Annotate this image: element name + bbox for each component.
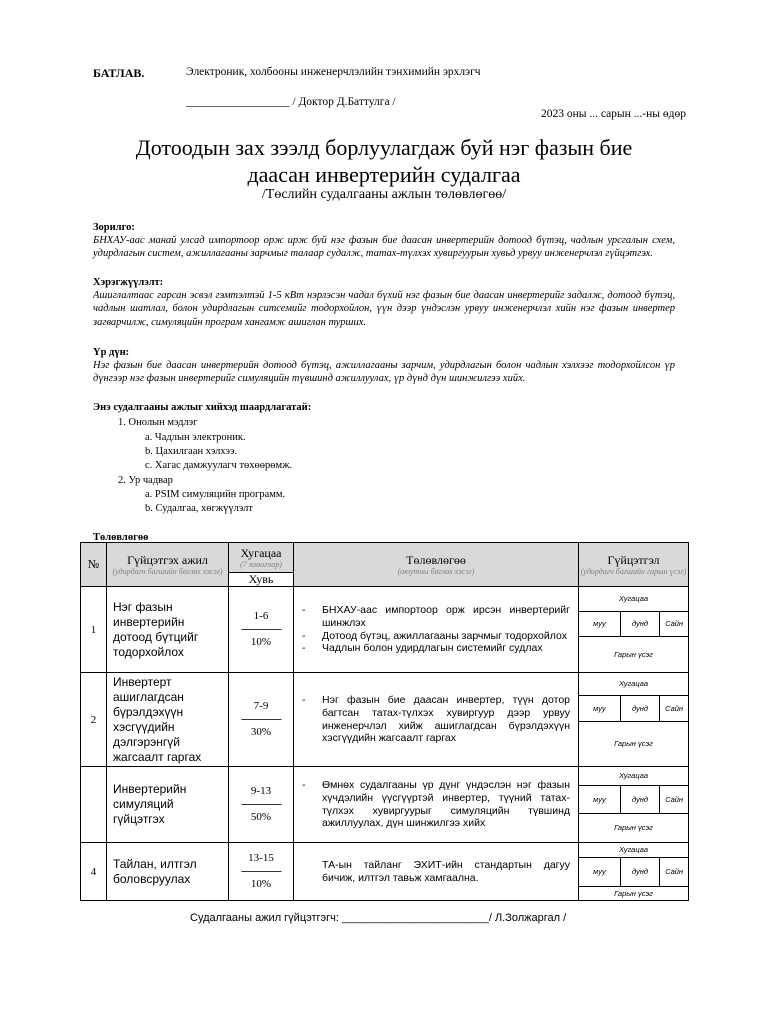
requirement-1b: b. Цахилгаан хэлхээ. [145,446,238,457]
plan-table [80,542,689,901]
requirement-2a: a. PSIM симуляцийн программ. [145,489,286,500]
plan-header-row [81,543,689,573]
row-plan [294,587,579,673]
row-plan [294,673,579,767]
exec-sign-label: Гарын үсэг [614,739,653,749]
plan-item: - Өмнөх судалгааны үр дүнг үндэслэн нэг фазын хүчдэлийн үүсгүүртэй инвертер, түүний татах-түлхэх хувиргуурыг симуляцийн түвшинд ажиллуулах, дүн шинжилгээ хийх [322,779,570,829]
row-duration [229,587,294,673]
plan-item: - Дотоод бүтэц, ажиллагааны зарчмыг тодорхойлох [322,630,570,643]
goal-heading: Зорилго: [93,222,135,233]
row-duration [229,673,294,767]
row-plan [294,767,579,843]
exec-time-label: Хугацаа [579,843,688,857]
row-exec [579,587,689,673]
row-percent: 10% [250,878,272,890]
header-plan [294,543,579,587]
row-weeks: 13-15 [248,852,274,864]
header-task-label: Гүйцэтгэх ажил [127,552,208,567]
row-task: Инвертерт ашиглагдсан бүрэлдэхүүн хэсгүүдийн дэлгэрэнгүй жагсаалт гаргах [107,673,229,767]
exec-mid: дунд [620,611,659,636]
row-exec [579,767,689,843]
requirements-heading: Энэ судалгааны ажлыг хийхэд шаардлагатай: [93,402,312,413]
row-task: Инвертерийн симуляций гүйцэтгэх [107,767,229,843]
header-exec-hint: (удирдагч багшийн гарын үсэг) [580,566,687,576]
row-num: 1 [81,587,107,673]
header-duration-hint: (7 хоногоор) [240,559,282,569]
exec-good: Сайн [660,785,688,813]
title-line-2: даасан инвертерийн судалгаа [247,162,521,187]
row-weeks: 9-13 [250,785,272,797]
exec-less: муу [579,695,620,721]
executor-signature-line: Судалгааны ажил гүйцэтгэгч: ________________________/ Л.Золжаргал / [190,912,567,924]
exec-less: муу [579,611,620,636]
requirement-2: 2. Ур чадвар [118,475,173,486]
row-divider: --------------- [241,865,281,877]
requirement-1c: c. Хагас дамжуулагч төхөөрөмж. [145,460,293,471]
row-num [81,767,107,843]
exec-mid: дунд [620,785,659,813]
row-percent: 10% [250,636,272,648]
exec-time-label: Хугацаа [579,767,688,785]
approver-title: Электроник, холбооны инженерчлэлийн тэнхимийн эрхлэгч [186,66,481,78]
header-share: Хувь [229,573,294,587]
exec-mid: дунд [620,695,659,721]
row-num: 4 [81,843,107,901]
exec-good: Сайн [660,611,688,636]
exec-sign-label: Гарын үсэг [614,823,653,833]
header-task [107,543,229,587]
exec-good: Сайн [660,857,688,886]
exec-less: муу [579,785,620,813]
exec-good: Сайн [660,695,688,721]
result-section [93,346,675,386]
method-text: Ашиглалтаас гарсан эсвэл гэмтэлтэй 1-5 кВт нэрлэсэн чадал бүхий нэг фазын бие даасан инвертерийг задалж, дотоод бүтэц, чадлын шатлал, болон удирдлагын ситсемийг тодорхойлон, үүн дээр үндэслэн урвуу инженерчлэл хийн нэг фазын инвертер загварчилж, симуляцийн програм хангамж ашиглан турших. [93,290,675,328]
exec-less: муу [579,857,620,886]
header-plan-hint: (оюутны бөглөх хэсэг) [397,566,475,576]
header-duration [229,543,294,573]
header-task-hint: (удирдагч багшийн бөглөх хэсэг) [112,566,223,576]
plan-label: Төлөвлөгөө [93,532,149,543]
header-duration-label: Хугацаа [240,545,282,560]
approver-signature-line: __________________ / Доктор Д.Баттулга / [186,96,396,108]
document-subtitle: /Төслийн судалгааны ажлын төлөвлөгөө/ [261,187,507,202]
row-num: 2 [81,673,107,767]
table-row [81,843,689,901]
plan-item: - Чадлын болон удирдлагын системийг судлах [322,642,570,655]
row-task: Тайлан, илтгэл боловсруулах [107,843,229,901]
table-row [81,673,689,767]
approve-label: БАТЛАВ. [93,66,145,80]
row-duration [229,767,294,843]
row-divider: --------------- [241,713,281,725]
result-heading: Үр дүн: [93,347,130,358]
result-text: Нэг фазын бие даасан инвертерийн дотоод бүтэц, ажиллагааны зарчим, удирдлагын болон чадлын хэлхээг тодорхойлсон үр дүнгээр нэг фазын инвертерийг симуляцийн түвшинд ажиллуулах, үр дүнд дүн шинжилгээ хийх. [93,360,675,385]
exec-time-label: Хугацаа [579,587,688,611]
header-exec-label: Гүйцэтгэл [607,552,660,567]
method-section [93,276,675,329]
requirement-1: 1. Онолын мэдлэг [118,417,198,428]
row-plan [294,843,579,901]
table-row [81,767,689,843]
table-row [81,587,689,673]
row-exec [579,843,689,901]
approval-date: 2023 оны ... сарын ...-ны өдөр [540,108,686,120]
exec-sign-label: Гарын үсэг [614,888,653,898]
row-duration [229,843,294,901]
document-title [60,134,708,188]
row-percent: 30% [250,726,272,738]
requirement-2b: b. Судалгаа, хөгжүүлэлт [145,503,253,514]
requirement-1a: a. Чадлын электроник. [145,432,246,443]
method-heading: Хэрэгжүүлэлт: [93,277,164,288]
plan-item: - БНХАУ-аас импортоор орж ирсэн инвертерийг шинжлэх [322,604,570,629]
header-num: № [81,543,107,587]
title-line-1: Дотоодын зах зээлд борлуулагдаж буй нэг фазын бие [135,135,633,160]
row-weeks: 1-6 [253,610,269,622]
goal-section [93,221,675,261]
plan-item: ТА-ын тайланг ЭХИТ-ийн стандартын дагуу бичиж, илтгэл тавьж хамгаална. [322,858,570,884]
plan-item: - Нэг фазын бие даасан инвертер, түүн дотор багтсан татах-түлхэх хувиргуур дээр урвуу инженерчлэл хийж ашиглагдсан бүрэлдэхүүн хэсгүүдийн жагсаалт гаргах [322,694,570,744]
row-divider: --------------- [241,623,281,635]
goal-text: БНХАУ-аас манай улсад импортоор орж ирж буй нэг фазын бие даасан инвертерийн дотоод бүтэц, чадлын урсгалын схем, удирдлагын систем, ажиллагааны зарчмыг талаар судалж, татах-түлхэх хувиргуурын хувьд урвуу инженерчлэл гүйцэтгэх. [93,235,675,260]
exec-sign-label: Гарын үсэг [614,649,653,659]
row-divider: --------------- [241,798,281,810]
row-task: Нэг фазын инвертерийн дотоод бүтцийг тодорхойлох [107,587,229,673]
header-plan-label: Төлөвлөгөө [406,552,466,567]
exec-time-label: Хугацаа [579,673,688,695]
row-percent: 50% [250,811,272,823]
row-weeks: 7-9 [253,700,269,712]
header-exec [579,543,689,587]
row-exec [579,673,689,767]
exec-mid: дунд [620,857,659,886]
